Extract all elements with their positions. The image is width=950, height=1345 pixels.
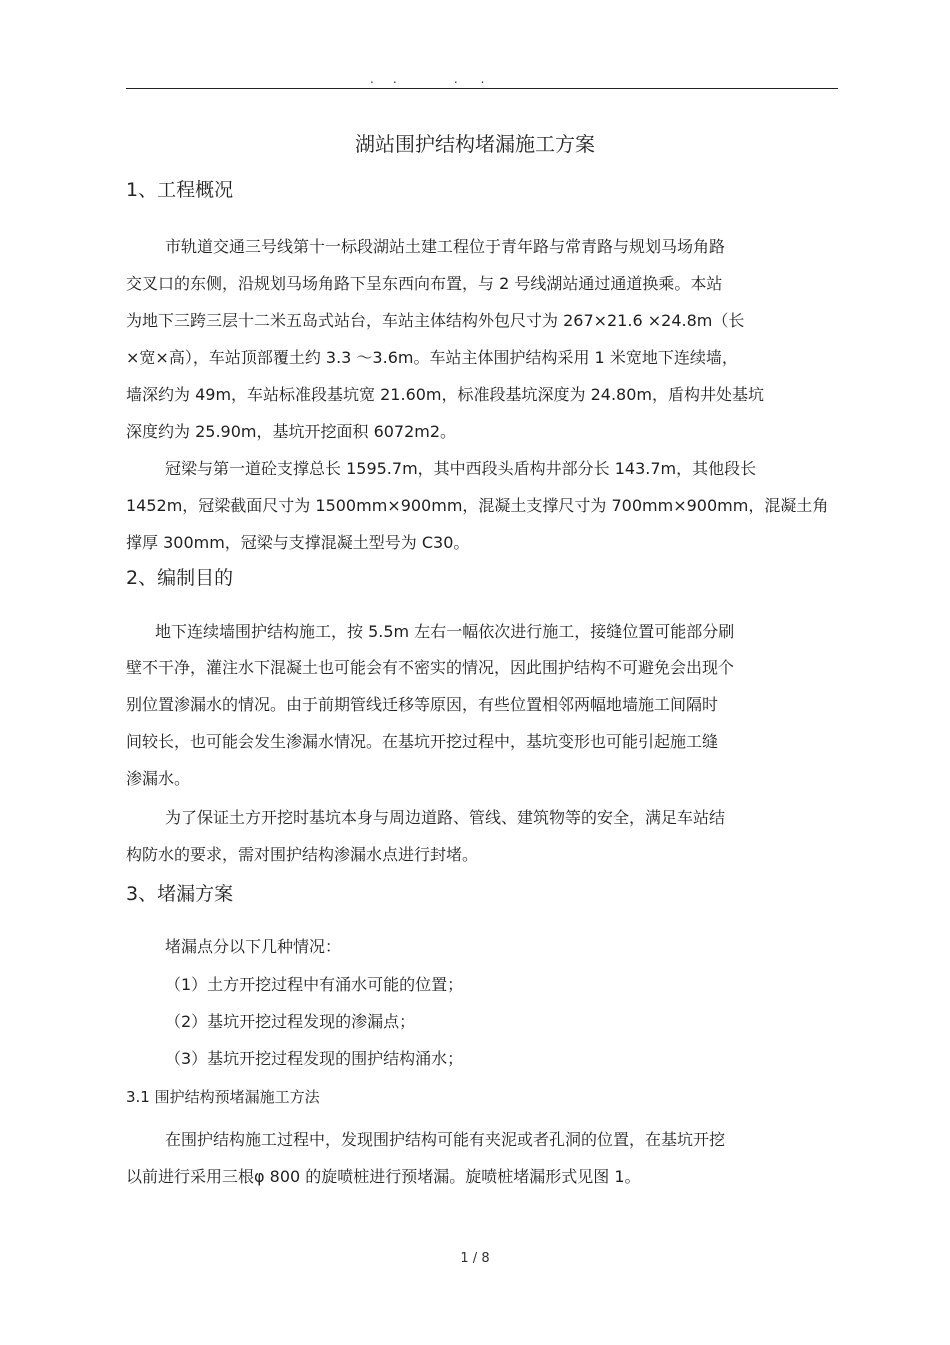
paragraph-line: 1452m，冠梁截面尺寸为 1500mm×900mm，混凝土支撑尺寸为 700mm×900mm，混凝土角 xyxy=(126,496,829,515)
paragraph-line: 在围护结构施工过程中，发现围护结构可能有夹泥或者孔洞的位置，在基坑开挖 xyxy=(165,1130,726,1149)
paragraph-line: 间较长，也可能会发生渗漏水情况。在基坑开挖过程中，基坑变形也可能引起施工缝 xyxy=(126,732,719,751)
paragraph-line: 以前进行采用三根φ 800 的旋喷桩进行预堵漏。旋喷桩堵漏形式见图 1。 xyxy=(126,1167,641,1186)
paragraph-line: 交叉口的东侧，沿规划马场角路下呈东西向布置，与 2 号线湖站通过通道换乘。本站 xyxy=(126,274,723,293)
paragraph-line: 堵漏点分以下几种情况： xyxy=(165,937,342,956)
header-rule xyxy=(126,88,838,89)
list-item: （2）基坑开挖过程发现的渗漏点； xyxy=(165,1012,416,1031)
section-heading-overview: 1、工程概况 xyxy=(126,179,234,201)
paragraph-line: 渗漏水。 xyxy=(126,769,191,788)
document-title: 湖站围护结构堵漏施工方案 xyxy=(355,132,595,156)
paragraph-line: 深度约为 25.90m，基坑开挖面积 6072m2。 xyxy=(126,422,457,441)
list-item: （1）土方开挖过程中有涌水可能的位置； xyxy=(165,975,464,994)
header-dots: . . . . xyxy=(370,72,485,86)
paragraph-line: 地下连续墙围护结构施工，按 5.5m 左右一幅依次进行施工，接缝位置可能部分刷 xyxy=(155,622,735,641)
paragraph-line: 撑厚 300mm，冠梁与支撑混凝土型号为 C30。 xyxy=(126,533,470,552)
list-item: （3）基坑开挖过程发现的围护结构涌水； xyxy=(165,1049,464,1068)
paragraph-line: 墙深约为 49m，车站标准段基坑宽 21.60m，标准段基坑深度为 24.80m，盾构井处基坑 xyxy=(126,385,764,404)
page-number: 1 / 8 xyxy=(460,1251,490,1266)
subsection-heading: 3.1 围护结构预堵漏施工方法 xyxy=(126,1088,320,1106)
paragraph-line: 冠梁与第一道砼支撑总长 1595.7m，其中西段头盾构井部分长 143.7m，其他段长 xyxy=(165,459,757,478)
paragraph-line: 为了保证土方开挖时基坑本身与周边道路、管线、建筑物等的安全，满足车站结 xyxy=(165,808,726,827)
paragraph-line: ×宽×高），车站顶部覆土约 3.3 ～3.6m。车站主体围护结构采用 1 米宽地下连续墙， xyxy=(126,348,738,367)
paragraph-line: 构防水的要求，需对围护结构渗漏水点进行封堵。 xyxy=(126,845,479,864)
paragraph-line: 市轨道交通三号线第十一标段湖站土建工程位于青年路与常青路与规划马场角路 xyxy=(165,237,726,256)
paragraph-line: 为地下三跨三层十二米五岛式站台，车站主体结构外包尺寸为 267×21.6 ×24.8m（长 xyxy=(126,311,745,330)
paragraph-line: 别位置渗漏水的情况。由于前期管线迁移等原因，有些位置相邻两幅地墙施工间隔时 xyxy=(126,695,719,714)
paragraph-line: 壁不干净，灌注水下混凝土也可能会有不密实的情况，因此围护结构不可避免会出现个 xyxy=(126,658,735,677)
section-heading-purpose: 2、编制目的 xyxy=(126,567,234,589)
section-heading-plan: 3、堵漏方案 xyxy=(126,883,234,905)
